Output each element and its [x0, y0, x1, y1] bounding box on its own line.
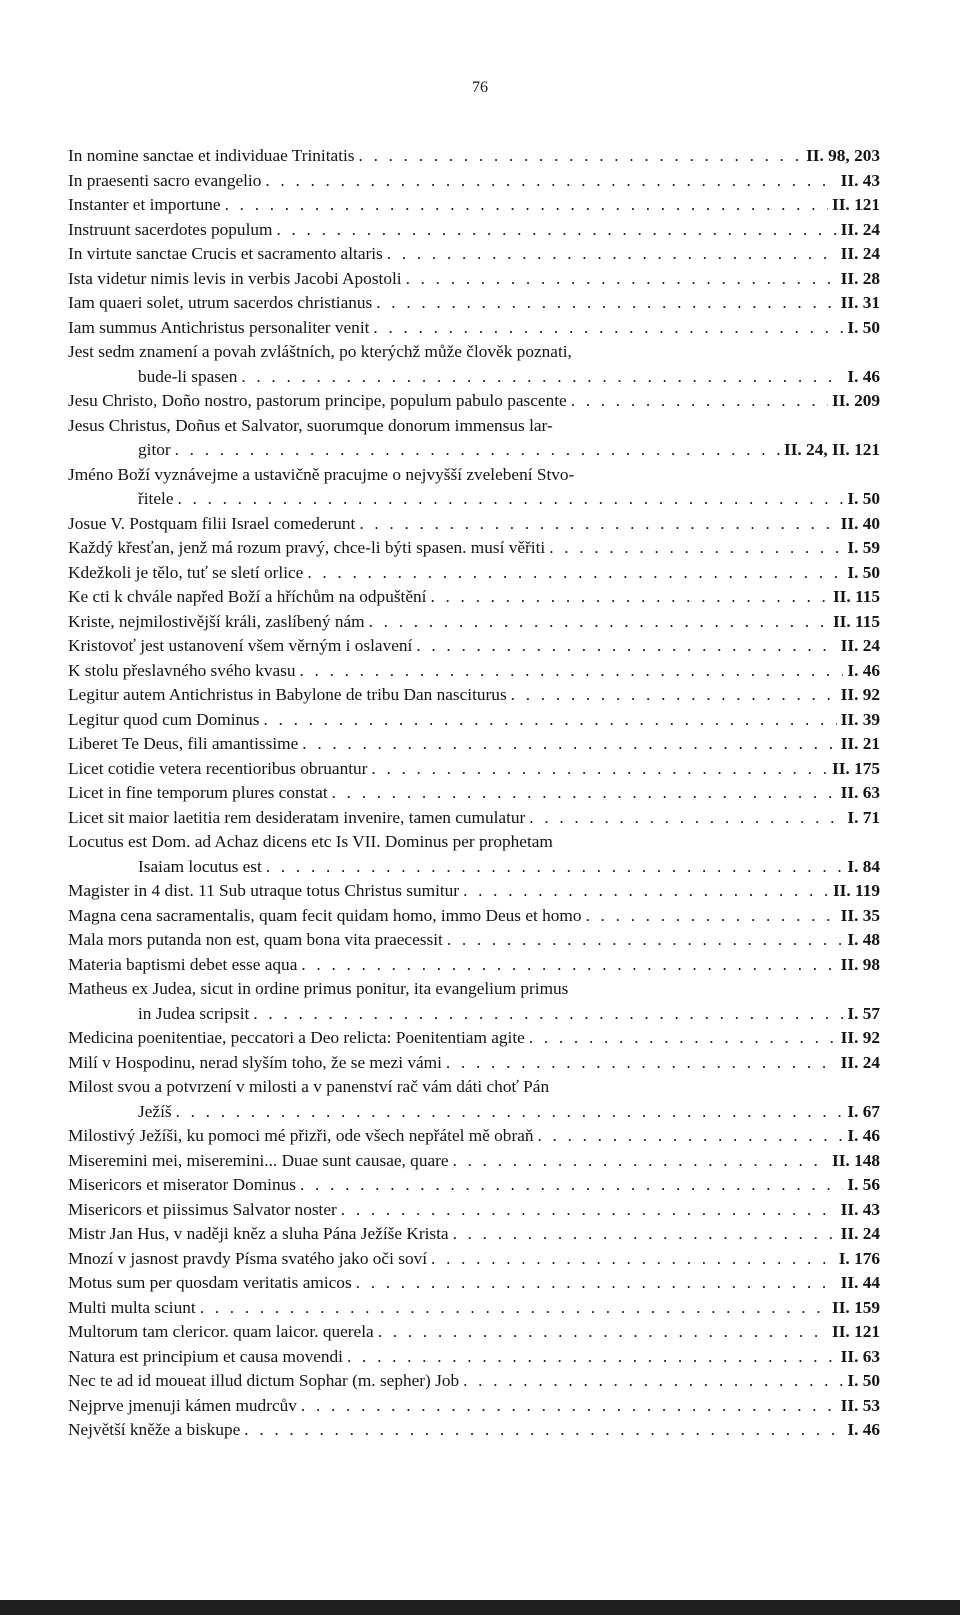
- entry-text: Multorum tam clericor. quam laicor. querela: [68, 1322, 374, 1341]
- entry-line: [68, 561, 880, 586]
- entry-reference: II. 24, II. 121: [783, 440, 880, 459]
- entry-line: [68, 732, 880, 757]
- entry-line: [68, 1051, 880, 1076]
- entry-text: In nomine sanctae et individuae Trinitatis: [68, 146, 355, 165]
- entry-line: [68, 855, 880, 880]
- index-entry: [68, 218, 880, 243]
- entry-text: Miseremini mei, miseremini... Duae sunt causae, quare: [68, 1150, 449, 1170]
- entry-line: [68, 218, 880, 243]
- index-entry: [68, 1149, 880, 1174]
- dot-leader: [359, 144, 803, 169]
- entry-line: [68, 365, 880, 390]
- entry-line: [68, 1002, 880, 1027]
- entry-text-line: Jméno Boží vyznávejme a ustavičně pracujme o nejvyšší zvelebení Stvo-: [68, 464, 575, 484]
- entry-text: Legitur quod cum Dominus: [68, 709, 260, 729]
- entry-text: Misericors et miserator Dominus: [68, 1175, 296, 1194]
- index-entry: [68, 536, 880, 561]
- entry-text: Mala mors putanda non est, quam bona vita praecessit: [68, 930, 443, 949]
- dot-leader: [301, 1394, 837, 1419]
- dot-leader: [200, 1296, 828, 1321]
- entry-line: [68, 1247, 880, 1272]
- entry-reference: II. 119: [832, 881, 880, 900]
- dot-leader: [265, 169, 836, 194]
- entry-reference: II. 209: [831, 391, 880, 410]
- entry-text: Natura est principium et causa movendi: [68, 1346, 343, 1366]
- entry-text: Magna cena sacramentalis, quam fecit quidam homo, immo Deus et homo: [68, 905, 582, 925]
- entry-reference: II. 92: [840, 685, 880, 704]
- entry-line: [68, 1222, 880, 1247]
- entry-line: [68, 1369, 880, 1394]
- dot-leader: [266, 855, 844, 880]
- entry-text: bude-li spasen: [138, 366, 238, 386]
- dot-leader: [406, 267, 837, 292]
- dot-leader: [529, 806, 843, 831]
- entry-reference: II. 63: [840, 783, 880, 802]
- entry-reference: II. 24: [840, 244, 880, 263]
- index-entry: [68, 610, 880, 635]
- entry-line: [68, 879, 880, 904]
- entry-text: Isaiam locutus est: [138, 856, 262, 876]
- entry-reference: II. 98, 203: [806, 146, 880, 165]
- entry-text: Nejprve jmenuji kámen mudrcův: [68, 1395, 297, 1415]
- entry-reference: I. 50: [847, 317, 880, 337]
- dot-leader: [447, 928, 844, 953]
- index-entry: [68, 144, 880, 169]
- entry-line: [68, 1100, 880, 1125]
- entry-line: [68, 1198, 880, 1223]
- entry-text-line: Matheus ex Judea, sicut in ordine primus ponitur, ita evangelium primus: [68, 979, 569, 998]
- entry-reference: I. 48: [847, 930, 880, 949]
- entry-text: Materia baptismi debet esse aqua: [68, 954, 298, 974]
- entry-line: [68, 610, 880, 635]
- entry-line: [68, 1345, 880, 1370]
- dot-leader: [453, 1222, 837, 1247]
- entry-line: [68, 169, 880, 194]
- entry-reference: II. 39: [840, 709, 880, 729]
- dot-leader: [244, 1418, 843, 1443]
- entry-line: [68, 1271, 880, 1296]
- entry-reference: I. 71: [847, 807, 880, 827]
- index-entry: [68, 585, 880, 610]
- entry-line: [68, 659, 880, 684]
- index-entry: [68, 879, 880, 904]
- entry-line: [68, 1394, 880, 1419]
- dot-leader: [347, 1345, 837, 1370]
- dot-leader: [176, 1100, 844, 1125]
- entry-reference: II. 115: [832, 587, 880, 606]
- entry-line: [68, 708, 880, 733]
- entry-line: [68, 242, 880, 267]
- dot-leader: [300, 659, 844, 684]
- entry-reference: I. 50: [847, 1371, 880, 1390]
- entry-text: Nec te ad id moueat illud dictum Sophar (m. sepher) Job: [68, 1371, 460, 1390]
- dot-leader: [416, 634, 836, 659]
- entry-text: Misericors et piissimus Salvator noster: [68, 1199, 337, 1219]
- entry-text-line: Jesus Christus, Doñus et Salvator, suorumque donorum immensus lar-: [68, 415, 553, 435]
- entry-line: [68, 1296, 880, 1321]
- dot-leader: [376, 291, 836, 316]
- entry-reference: II. 43: [840, 170, 880, 190]
- dot-leader: [264, 708, 837, 733]
- entry-line: [68, 1124, 880, 1149]
- entry-text: Milí v Hospodinu, nerad slyším toho, že se mezi vámi: [68, 1052, 442, 1072]
- entry-text: Jesu Christo, Doño nostro, pastorum principe, populum pabulo pascente: [68, 391, 567, 410]
- entry-reference: II. 159: [831, 1297, 880, 1317]
- index-entry: [68, 977, 880, 1026]
- entry-line: [68, 438, 880, 463]
- entry-reference: I. 46: [847, 660, 880, 680]
- entry-line: [68, 928, 880, 953]
- entry-text: řitele: [138, 489, 174, 508]
- entry-reference: II. 28: [840, 268, 880, 288]
- entry-text: Medicina poenitentiae, peccatori a Deo relicta: Poenitentiam agite: [68, 1028, 525, 1047]
- dot-leader: [378, 1320, 828, 1345]
- entry-text-line: Jest sedm znamení a povah zvláštních, po kterýchž může člověk poznati,: [68, 342, 572, 361]
- entry-text: Josue V. Postquam filii Israel comederunt: [68, 513, 356, 533]
- entry-line: [68, 1026, 880, 1051]
- entry-line: [68, 1320, 880, 1345]
- entry-line: [68, 487, 880, 512]
- entry-line: [68, 1149, 880, 1174]
- entry-reference: II. 121: [831, 1322, 880, 1341]
- index-entry: [68, 389, 880, 414]
- entry-text: Iam summus Antichristus personaliter venit: [68, 317, 370, 337]
- entry-reference: II. 24: [840, 219, 880, 239]
- entry-text: Magister in 4 dist. 11 Sub utraque totus Christus sumitur: [68, 881, 460, 900]
- index-entry: [68, 242, 880, 267]
- entry-text: Milostivý Ježíši, ku pomoci mé přizři, ode všech nepřátel mě obraň: [68, 1126, 534, 1145]
- entry-line: [68, 389, 880, 414]
- entry-reference: II. 98: [840, 954, 880, 974]
- entry-text: Legitur autem Antichristus in Babylone de tribu Dan nasciturus: [68, 685, 507, 704]
- entry-line: [68, 193, 880, 218]
- dot-leader: [302, 732, 836, 757]
- dot-leader: [225, 193, 828, 218]
- entry-line: [68, 536, 880, 561]
- index-entry: [68, 1051, 880, 1076]
- index-entry: [68, 830, 880, 879]
- index-entry: [68, 953, 880, 978]
- index-entry: [68, 1075, 880, 1124]
- dot-leader: [463, 879, 829, 904]
- entry-text: Licet sit maior laetitia rem desideratam invenire, tamen cumulatur: [68, 807, 526, 827]
- index-entry: [68, 806, 880, 831]
- index-entry: [68, 267, 880, 292]
- index-entry: [68, 1198, 880, 1223]
- dot-leader: [586, 904, 837, 929]
- entry-text: In virtute sanctae Crucis et sacramento altaris: [68, 244, 383, 263]
- entry-reference: II. 43: [840, 1199, 880, 1219]
- entry-text: Instruunt sacerdotes populum: [68, 219, 273, 239]
- entry-line: [68, 806, 880, 831]
- entry-text: Mnozí v jasnost pravdy Písma svatého jako oči soví: [68, 1248, 428, 1268]
- dot-leader: [529, 1026, 837, 1051]
- scan-bottom-edge: [0, 1600, 960, 1615]
- index-entry: [68, 928, 880, 953]
- dot-leader: [332, 781, 837, 806]
- dot-leader: [387, 242, 837, 267]
- dot-leader: [175, 438, 780, 463]
- index-entry: [68, 1247, 880, 1272]
- index-entry: [68, 781, 880, 806]
- entry-reference: I. 56: [847, 1175, 880, 1194]
- dot-leader: [307, 561, 843, 586]
- entry-text: Liberet Te Deus, fili amantissime: [68, 734, 299, 753]
- entry-reference: I. 176: [838, 1248, 880, 1268]
- entry-line: [68, 634, 880, 659]
- index-entry: [68, 340, 880, 389]
- entry-text: In praesenti sacro evangelio: [68, 170, 262, 190]
- entry-line: [68, 904, 880, 929]
- entry-text: Kristovoť jest ustanovení všem věrným i oslavení: [68, 636, 413, 655]
- index-entry: [68, 757, 880, 782]
- entry-text: Ista videtur nimis levis in verbis Jacobi Apostoli: [68, 268, 402, 288]
- entry-text: K stolu přeslavného svého kvasu: [68, 660, 296, 680]
- entry-text: Motus sum per quosdam veritatis amicos: [68, 1273, 352, 1292]
- entry-line: [68, 757, 880, 782]
- dot-leader: [453, 1149, 828, 1174]
- entry-text: Mistr Jan Hus, v naději kněz a sluha Pána Ježíše Krista: [68, 1224, 449, 1243]
- dot-leader: [369, 610, 829, 635]
- entry-text: gitor: [138, 440, 171, 459]
- entry-reference: II. 44: [840, 1273, 880, 1292]
- entry-line: [68, 144, 880, 169]
- index-entry: [68, 683, 880, 708]
- dot-leader: [359, 512, 836, 537]
- entry-text: Každý křesťan, jenž má rozum pravý, chce-li býti spasen. musí věřiti: [68, 538, 546, 557]
- entry-text: Multi multa sciunt: [68, 1297, 196, 1317]
- index-entry: [68, 193, 880, 218]
- entry-text-line: Locutus est Dom. ad Achaz dicens etc Is VII. Dominus per prophetam: [68, 832, 553, 851]
- entry-reference: I. 50: [847, 562, 880, 582]
- index-entry: [68, 904, 880, 929]
- entry-reference: II. 31: [840, 293, 880, 312]
- index-entry: [68, 1418, 880, 1443]
- index-entry: [68, 1320, 880, 1345]
- dot-leader: [341, 1198, 837, 1223]
- dot-leader: [511, 683, 837, 708]
- index-entry: [68, 463, 880, 512]
- index-entry: [68, 1124, 880, 1149]
- entry-reference: I. 50: [847, 489, 880, 508]
- entry-reference: II. 21: [840, 734, 880, 753]
- entry-line: [68, 316, 880, 341]
- entry-reference: I. 57: [847, 1003, 880, 1023]
- dot-leader: [373, 316, 843, 341]
- index-entry: [68, 708, 880, 733]
- entry-reference: II. 115: [832, 611, 880, 631]
- entry-reference: II. 148: [831, 1150, 880, 1170]
- entry-text: Licet in fine temporum plures constat: [68, 783, 328, 802]
- entry-line: [68, 291, 880, 316]
- entry-reference: I. 46: [847, 1420, 880, 1439]
- entry-text: Licet cotidie vetera recentioribus obruantur: [68, 758, 368, 778]
- dot-leader: [431, 1247, 835, 1272]
- entry-text: Instanter et importune: [68, 195, 221, 214]
- dot-leader: [253, 1002, 843, 1027]
- dot-leader: [301, 953, 836, 978]
- index-entry: [68, 1271, 880, 1296]
- entry-line: [68, 953, 880, 978]
- index-entry: [68, 512, 880, 537]
- entry-text: Ke cti k chvále napřed Boží a hříchům na odpuštění: [68, 587, 427, 606]
- index-entry: [68, 1296, 880, 1321]
- dot-leader: [538, 1124, 844, 1149]
- dot-leader: [300, 1173, 843, 1198]
- index-entry: [68, 561, 880, 586]
- entry-line: [68, 585, 880, 610]
- entry-reference: II. 40: [840, 513, 880, 533]
- dot-leader: [241, 365, 843, 390]
- dot-leader: [463, 1369, 843, 1394]
- entry-reference: II. 175: [831, 758, 880, 778]
- index-entry: [68, 414, 880, 463]
- entry-text: Kdežkoli je tělo, tuť se sletí orlice: [68, 562, 304, 582]
- entry-reference: I. 46: [847, 1126, 880, 1145]
- entry-text-line: Milost svou a potvrzení v milosti a v panenství rač vám dáti choť Pán: [68, 1077, 550, 1096]
- index-entry: [68, 1345, 880, 1370]
- dot-leader: [371, 757, 828, 782]
- entry-reference: II. 63: [840, 1346, 880, 1366]
- entry-reference: II. 121: [831, 195, 880, 214]
- dot-leader: [446, 1051, 837, 1076]
- index-entry: [68, 1173, 880, 1198]
- entry-reference: I. 84: [847, 856, 880, 876]
- entry-text: in Judea scripsit: [138, 1003, 250, 1023]
- index-entry: [68, 1222, 880, 1247]
- entry-line: [68, 683, 880, 708]
- index-entry: [68, 659, 880, 684]
- index-entry: [68, 1369, 880, 1394]
- entry-line: [68, 781, 880, 806]
- dot-leader: [356, 1271, 837, 1296]
- entry-text: Ježíš: [138, 1101, 172, 1121]
- index-entry: [68, 1394, 880, 1419]
- dot-leader: [571, 389, 828, 414]
- entry-reference: II. 53: [840, 1395, 880, 1415]
- index-entry: [68, 634, 880, 659]
- entry-text: Iam quaeri solet, utrum sacerdos christianus: [68, 293, 373, 312]
- entry-reference: II. 35: [840, 905, 880, 925]
- entry-reference: II. 24: [840, 636, 880, 655]
- entry-reference: I. 46: [847, 366, 880, 386]
- index-entry: [68, 1026, 880, 1051]
- dot-leader: [430, 585, 828, 610]
- entry-reference: I. 59: [847, 538, 880, 557]
- entry-reference: I. 67: [847, 1101, 880, 1121]
- entry-reference: II. 92: [840, 1028, 880, 1047]
- entry-reference: II. 24: [840, 1052, 880, 1072]
- entry-line: [68, 267, 880, 292]
- dot-leader: [178, 487, 844, 512]
- index-entry: [68, 316, 880, 341]
- entry-line: [68, 1173, 880, 1198]
- entry-text: Největší kněže a biskupe: [68, 1420, 241, 1439]
- index-entry: [68, 169, 880, 194]
- index-entry: [68, 291, 880, 316]
- dot-leader: [276, 218, 836, 243]
- index-entry: [68, 732, 880, 757]
- incipit-index: [68, 144, 880, 1443]
- entry-line: [68, 512, 880, 537]
- dot-leader: [549, 536, 843, 561]
- entry-text: Kriste, nejmilostivější králi, zaslíbený nám: [68, 611, 365, 631]
- entry-reference: II. 24: [840, 1224, 880, 1243]
- entry-line: [68, 1418, 880, 1443]
- page-number: 76: [472, 79, 488, 96]
